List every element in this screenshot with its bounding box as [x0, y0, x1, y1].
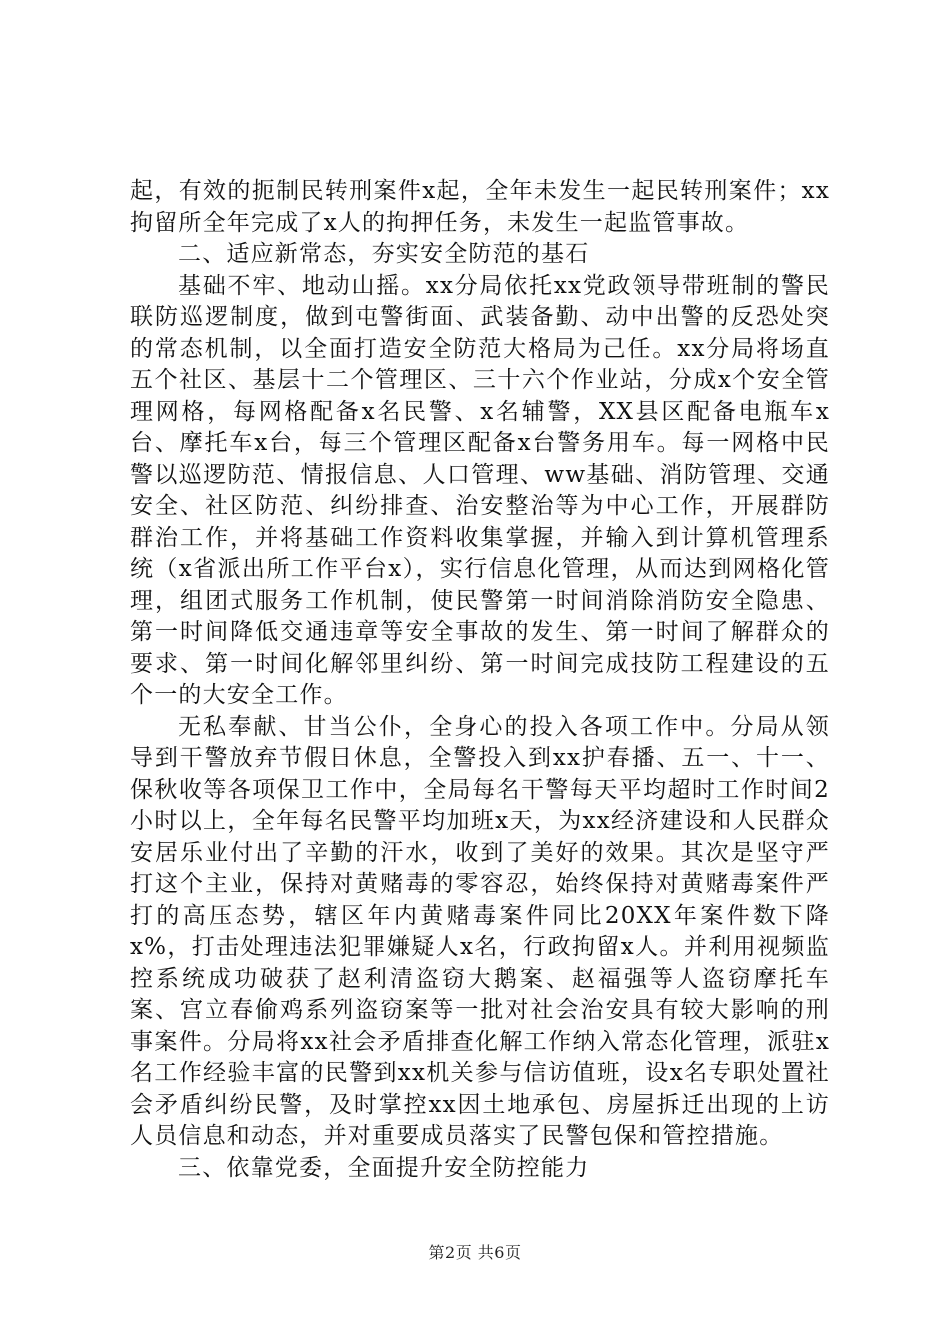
document-body: [130, 176, 830, 1184]
page-number-footer: 第2页 共6页: [428, 1243, 522, 1262]
section-heading-2: 二、适应新常态，夯实安全防范的基石: [178, 241, 590, 267]
paragraph-continuation: 起，有效的扼制民转刑案件x起，全年未发生一起民转刑案件；xx拘留所全年完成了x人的拘押任务，未发生一起监管事故。: [130, 178, 830, 236]
paragraph-foundation: 基础不牢、地动山摇。xx分局依托xx党政领导带班制的警民联防巡逻制度，做到屯警街面、武装备勤、动中出警的反恐处突的常态机制，以全面打造安全防范大格局为己任。xx分局将场直五个社区、基层十二个管理区、三十六个作业站，分成x个安全管理网格，每网格配备x名民警、x名辅警，XX县区配备电瓶车x台、摩托车x台，每三个管理区配备x台警务用车。每一网格中民警以巡逻防范、情报信息、人口管理、ww基础、消防管理、交通安全、社区防范、纠纷排查、治安整治等为中心工作，开展群防群治工作，并将基础工作资料收集掌握，并输入到计算机管理系统（x省派出所工作平台x），实行信息化管理，从而达到网格化管理，组团式服务工作机制，使民警第一时间消除消防安全隐患、第一时间降低交通违章等安全事故的发生、第一时间了解群众的要求、第一时间化解邻里纠纷、第一时间完成技防工程建设的五个一的大安全工作。: [130, 272, 830, 708]
paragraph-dedication: 无私奉献、甘当公仆，全身心的投入各项工作中。分局从领导到干警放弃节假日休息，全警投入到xx护春播、五一、十一、保秋收等各项保卫工作中，全局每名干警每天平均超时工作时间2小时以上，全年每名民警平均加班x天，为xx经济建设和人民群众安居乐业付出了辛勤的汗水，收到了美好的效果。其次是坚守严打这个主业，保持对黄赌毒的零容忍，始终保持对黄赌毒案件严打的高压态势，辖区年内黄赌毒案件同比20XX年案件数下降x%，打击处理违法犯罪嫌疑人x名，行政拘留x人。并利用视频监控系统成功破获了赵利清盗窃大鹅案、赵福强等人盗窃摩托车案、宫立春偷鸡系列盗窃案等一批对社会治安具有较大影响的刑事案件。分局将xx社会矛盾排查化解工作纳入常态化管理，派驻x名工作经验丰富的民警到xx机关参与信访值班，设x名专职处置社会矛盾纠纷民警，及时掌控xx因土地承包、房屋拆迁出现的上访人员信息和动态，并对重要成员落实了民警包保和管控措施。: [130, 713, 830, 1149]
section-heading-3: 三、依靠党委，全面提升安全防控能力: [178, 1154, 590, 1181]
